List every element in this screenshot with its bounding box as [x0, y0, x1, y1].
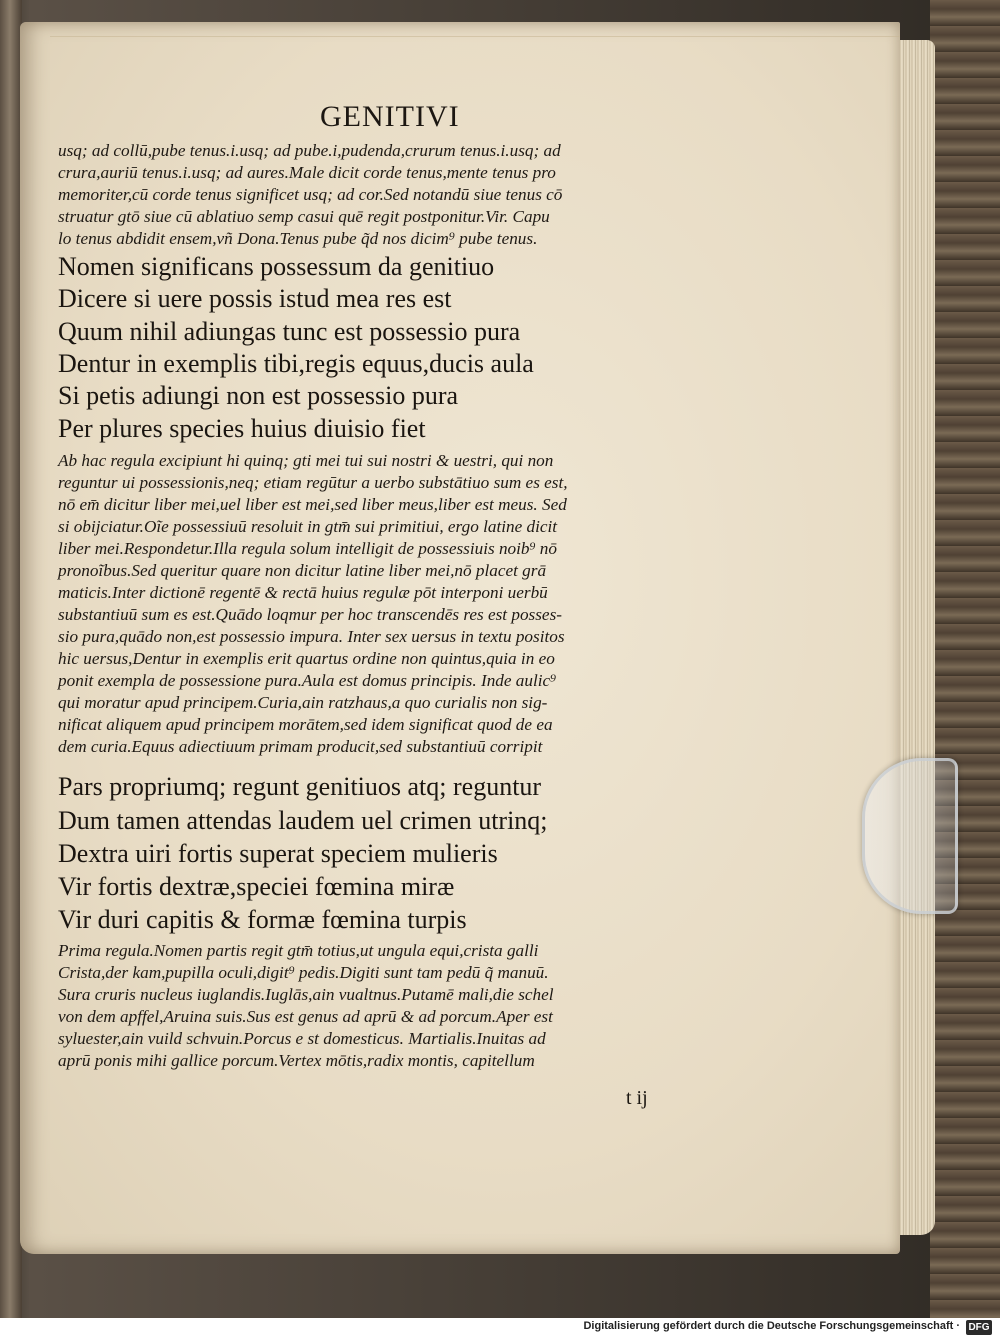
- commentary-line: usq; ad collū,pube tenus.i.usq; ad pube.i,pudenda,crurum tenus.i.usq; ad: [58, 141, 561, 160]
- verse-line: Nomen significans possessum da genitiuo: [58, 252, 495, 281]
- commentary-line: struatur gtō siue cū ablatiuo semp casui quē regit postponitur.Vir. Capu: [58, 207, 550, 226]
- verse-line: Vir duri capitis & formæ fœmina turpis: [58, 905, 467, 934]
- verse-line: Dicere si uere possis istud mea res est: [58, 284, 452, 313]
- verse-line: Dentur in exemplis tibi,regis equus,ducis aula: [58, 349, 534, 378]
- signature-mark: t ij: [626, 1087, 648, 1109]
- verse-line: Pars propriumq; regunt genitiuos atq; reguntur: [58, 772, 542, 801]
- commentary-line: memoriter,cū corde tenus significet usq; ad cor.Sed notandū siue tenus cō: [58, 185, 563, 204]
- verse-line: Quum nihil adiungas tunc est possessio pura: [58, 317, 521, 346]
- commentary-line: Crista,der kam,pupilla oculi,digit⁹ pedis.Digiti sunt tam pedū q̃ manuū.: [58, 963, 549, 982]
- commentary-line: si obijciatur.Oĩe possessiuū resoluit in gtm̄ sui primitiui, ergo latine dicit: [58, 517, 558, 536]
- commentary-line: qui moratur apud principem.Curia,ain ratzhaus,a quo curialis non sig-: [58, 693, 548, 712]
- commentary-line: nō em̄ dicitur liber mei,uel liber est mei,sed liber meus,liber est meus. Sed: [58, 495, 567, 514]
- commentary-line: Sura cruris nucleus iuglandis.Iuglās,ain vualtnus.Putamē mali,die schel: [58, 985, 554, 1004]
- book-binding-left: [0, 0, 22, 1318]
- book-cover-edge: [930, 0, 1000, 1318]
- verse-line: Per plures species huius diuisio fiet: [58, 414, 426, 443]
- commentary-line: von dem apffel,Aruina suis.Sus est genus ad aprū & ad porcum.Aper est: [58, 1007, 553, 1026]
- commentary-line: reguntur ui possessionis,neq; etiam regūtur a uerbo substātiuo sum es est,: [58, 473, 568, 492]
- commentary-line: sio pura,quādo non,est possessio impura. Inter sex uersus in textu positos: [58, 627, 565, 646]
- commentary-line: crura,auriū tenus.i.usq; ad aures.Male dicit corde tenus,mente tenus pro: [58, 163, 556, 182]
- page-clip: [862, 758, 958, 914]
- running-head: GENITIVI: [320, 100, 460, 133]
- commentary-line: ponit exempla de possessione pura.Aula est domus principis. Inde aulic⁹: [58, 671, 557, 690]
- commentary-line: Prima regula.Nomen partis regit gtm̄ totius,ut ungula equi,crista galli: [58, 941, 539, 960]
- commentary-line: aprū ponis mihi gallice porcum.Vertex mōtis,radix montis, capitellum: [58, 1051, 535, 1070]
- commentary-line: nificat aliquem apud principem morātem,sed idem significat quod de ea: [58, 715, 553, 734]
- commentary-line: dem curia.Equus adiectiuum primam producit,sed substantiuū corripit: [58, 737, 543, 756]
- commentary-line: liber mei.Respondetur.Illa regula solum intelligit de possessiuis noib⁹ nō: [58, 539, 557, 558]
- commentary-line: substantiuū sum es est.Quādo loqmur per hoc transcendēs res est posses-: [58, 605, 562, 624]
- commentary-line: hic uersus,Dentur in exemplis erit quartus ordine non quintus,quia in eo: [58, 649, 555, 668]
- verse-line: Dum tamen attendas laudem uel crimen utrinq;: [58, 806, 548, 835]
- commentary-line: lo tenus abdidit ensem,vñ Dona.Tenus pube q̃d nos dicim⁹ pube tenus.: [58, 229, 538, 248]
- top-margin: [50, 22, 900, 37]
- footer-bar: [0, 1318, 1000, 1338]
- funding-credit: Digitalisierung gefördert durch die Deutsche Forschungsgemeinschaft ·: [583, 1320, 960, 1332]
- commentary-line: Ab hac regula excipiunt hi quinq; gti mei tui sui nostri & uestri, qui non: [58, 451, 554, 470]
- verse-line: Si petis adiungi non est possessio pura: [58, 381, 459, 410]
- commentary-line: maticis.Inter dictionē regentē & rectā huius regulæ pōt interponi uerbū: [58, 583, 548, 602]
- commentary-line: syluester,ain vuild schvuin.Porcus e st domesticus. Martialis.Inuitas ad: [58, 1029, 546, 1048]
- verse-line: Dextra uiri fortis superat speciem mulieris: [58, 839, 498, 868]
- dfg-logo-icon: DFG: [966, 1320, 992, 1335]
- commentary-line: pronoĩbus.Sed queritur quare non dicitur latine liber mei,nō placet grā: [58, 561, 547, 580]
- verse-line: Vir fortis dextræ,speciei fœmina miræ: [58, 872, 455, 901]
